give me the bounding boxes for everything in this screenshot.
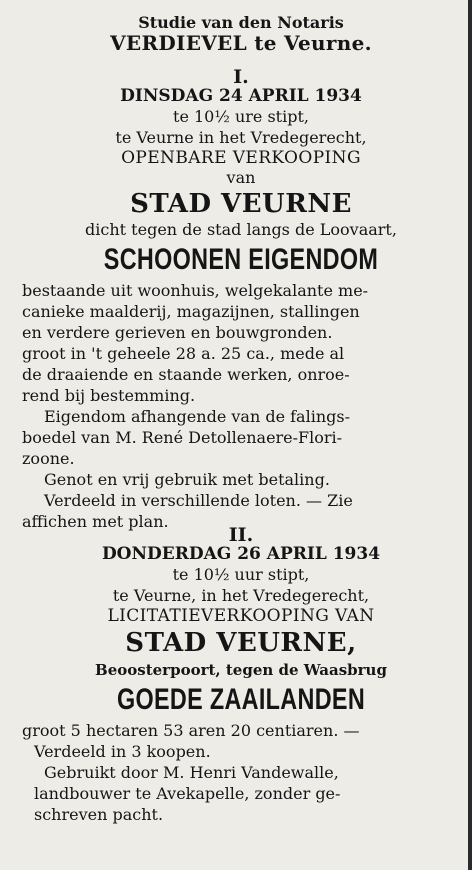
owner-line: zoone. bbox=[22, 449, 75, 468]
usage-line: schreven pacht. bbox=[34, 805, 164, 824]
sale-1-owner bbox=[22, 406, 460, 469]
lots-line: Verdeeld in verschillende loten. — Zie bbox=[44, 491, 353, 510]
sale-2-city: STAD VEURNE, bbox=[125, 628, 357, 658]
sale-2-number: II. bbox=[228, 524, 254, 546]
usage-line: Gebruikt door M. Henri Vandewalle, bbox=[44, 763, 339, 782]
column-rule bbox=[468, 0, 472, 870]
usage-line: landbouwer te Avekapelle, zonder ge- bbox=[34, 784, 341, 803]
sale-2-location: Beoosterpoort, tegen de Waasbrug bbox=[95, 661, 387, 679]
description-line: groot in 't geheele 28 a. 25 ca., mede al bbox=[22, 344, 345, 363]
sale-1-terms: Genot en vrij gebruik met betaling. bbox=[44, 470, 330, 489]
sale-2-date: DONDERDAG 26 APRIL 1934 bbox=[101, 544, 381, 564]
sale-2-kind: LICITATIEVERKOOPING VAN bbox=[107, 606, 375, 626]
description-line: canieke maalderij, magazijnen, stallingen bbox=[22, 302, 360, 321]
sale-1-van: van bbox=[226, 168, 256, 187]
sale-2-usage bbox=[22, 762, 460, 825]
size-line: Verdeeld in 3 koopen. bbox=[34, 742, 211, 761]
sale-2-time: te 10½ uur stipt, bbox=[172, 565, 310, 584]
lots-line: affichen met plan. bbox=[22, 512, 169, 531]
sale-1-kind: OPENBARE VERKOOPING bbox=[121, 148, 361, 168]
size-line: groot 5 hectaren 53 aren 20 centiaren. — bbox=[22, 721, 360, 740]
sale-1-city: STAD VEURNE bbox=[130, 189, 352, 219]
owner-line: boedel van M. René Detollenaere-Flori- bbox=[22, 428, 343, 447]
sale-2-size bbox=[22, 720, 460, 762]
description-line: en verdere gerieven en bouwgronden. bbox=[22, 323, 333, 342]
notaris-name: VERDIEVEL te Veurne. bbox=[110, 31, 372, 55]
sale-1-location: dicht tegen de stad langs de Loovaart, bbox=[85, 220, 397, 239]
owner-line: Eigendom afhangende van de falings- bbox=[44, 407, 350, 426]
sale-1-description bbox=[22, 280, 460, 406]
sale-1-date: DINSDAG 24 APRIL 1934 bbox=[120, 86, 362, 106]
description-line: bestaande uit woonhuis, welgekalante me- bbox=[22, 281, 369, 300]
sale-2-place: te Veurne, in het Vredegerecht, bbox=[112, 586, 370, 605]
sale-2-property: GOEDE ZAAILANDEN bbox=[116, 683, 366, 716]
studie-heading: Studie van den Notaris bbox=[138, 13, 344, 32]
description-line: de draaiende en staande werken, onroe- bbox=[22, 365, 350, 384]
sale-1-property: SCHOONEN EIGENDOM bbox=[103, 243, 379, 276]
description-line: rend bij bestemming. bbox=[22, 386, 196, 405]
sale-1-time: te 10½ ure stipt, bbox=[173, 107, 309, 126]
sale-1-place: te Veurne in het Vredegerecht, bbox=[115, 128, 367, 147]
sale-1-number: I. bbox=[233, 66, 249, 88]
